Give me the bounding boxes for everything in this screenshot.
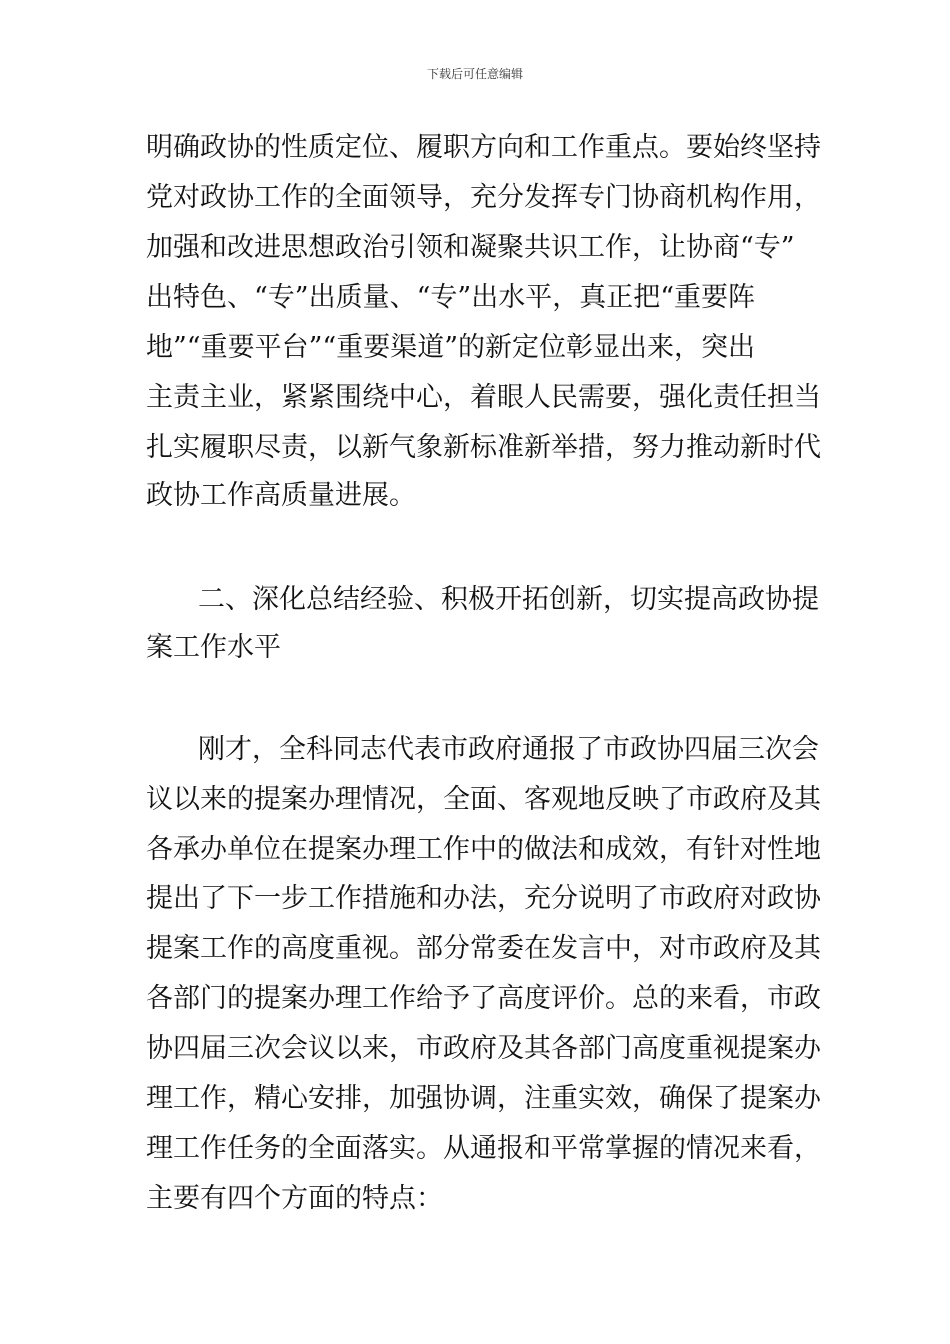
text-line: 理工作，精心安排，加强协调，注重实效，确保了提案办 bbox=[146, 1083, 821, 1114]
text-line: 提出了下一步工作措施和办法，充分说明了市政府对政协 bbox=[146, 883, 821, 914]
text-line: 地”“重要平台”“重要渠道”的新定位彰显出来，突出 bbox=[146, 332, 756, 363]
text-line: 协四届三次会议以来，市政府及其各部门高度重视提案办 bbox=[146, 1033, 821, 1064]
text-line: 提案工作的高度重视。部分常委在发言中，对市政府及其 bbox=[146, 933, 821, 964]
text-line: 明确政协的性质定位、履职方向和工作重点。要始终坚持 bbox=[146, 132, 821, 163]
text-line: 党对政协工作的全面领导，充分发挥专门协商机构作用， bbox=[146, 182, 821, 213]
text-line: 各部门的提案办理工作给予了高度评价。总的来看，市政 bbox=[146, 983, 821, 1014]
text-line: 理工作任务的全面落实。从通报和平常掌握的情况来看， bbox=[146, 1133, 821, 1164]
page-header: 下载后可任意编辑 bbox=[426, 67, 523, 81]
text-line: 出特色、“专”出质量、“专”出水平，真正把“重要阵 bbox=[146, 282, 756, 313]
text-line: 加强和改进思想政治引领和凝聚共识工作，让协商“专” bbox=[146, 232, 795, 263]
text-line: 各承办单位在提案办理工作中的做法和成效，有针对性地 bbox=[146, 834, 821, 865]
text-line: 扎实履职尽责，以新气象新标准新举措，努力推动新时代 bbox=[146, 432, 821, 463]
text-line: 政协工作高质量进展。 bbox=[146, 480, 416, 511]
heading-line: 二、深化总结经验、积极开拓创新，切实提高政协提 bbox=[198, 584, 819, 615]
text-line: 主要有四个方面的特点： bbox=[146, 1183, 443, 1214]
text-line: 主责主业，紧紧围绕中心，着眼人民需要，强化责任担当 bbox=[146, 382, 821, 413]
text-line: 议以来的提案办理情况，全面、客观地反映了市政府及其 bbox=[146, 784, 821, 815]
heading-line: 案工作水平 bbox=[146, 632, 281, 663]
text-line: 刚才，全科同志代表市政府通报了市政协四届三次会 bbox=[198, 734, 819, 765]
